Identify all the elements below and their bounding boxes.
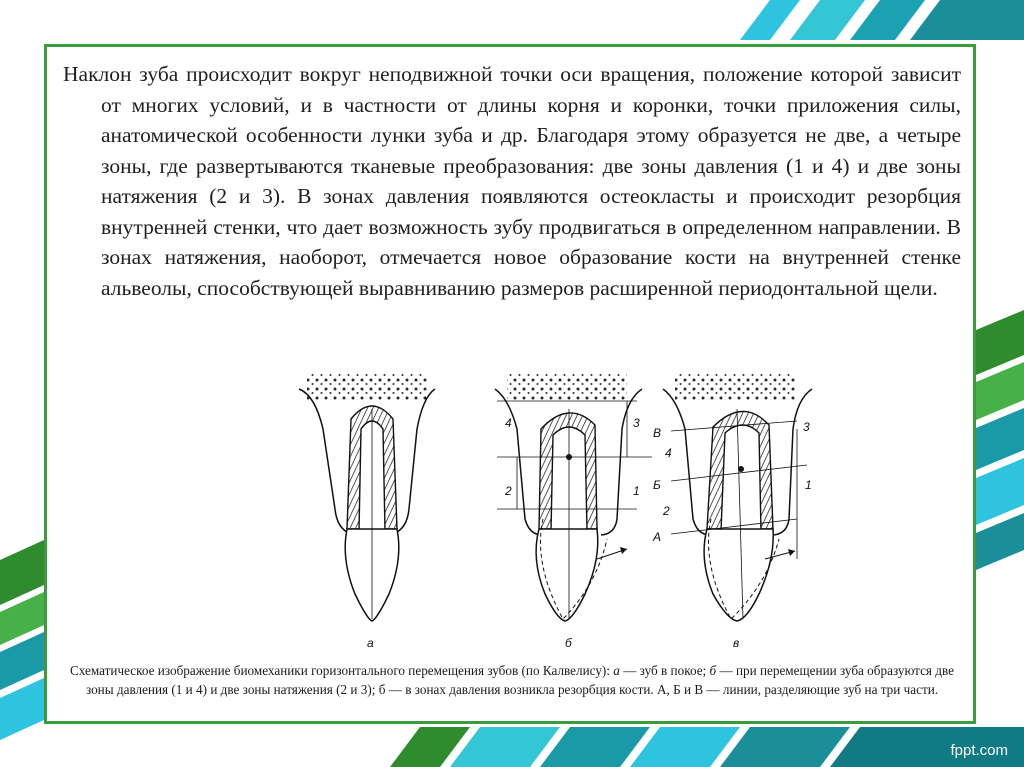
caption-text-1: Схематическое изображение биомеханики горизонтального перемещения зубов (по Калвелису): <box>69 663 614 678</box>
panel-label-c: в <box>733 636 740 650</box>
zone-label-c-V: В <box>653 426 662 440</box>
figure-caption <box>67 661 957 699</box>
zone-label-b-3: 3 <box>633 416 640 430</box>
caption-letter-b: б <box>709 663 717 678</box>
zone-label-c-2: 2 <box>663 504 670 518</box>
panel-c-bone-resorption <box>652 373 812 650</box>
panel-label-b: б <box>565 636 572 650</box>
panel-a-tooth-at-rest <box>299 373 435 650</box>
caption-text-3: — при перемещении зуба образуются две зоны давления (1 и 4) и две зоны натяжения (2 и 3); б — в зонах давления возникла резорбция кости. А, Б и В — линии, разделяющие зуб на три части. <box>85 663 954 697</box>
brand-footer: fppt.com <box>950 742 1008 759</box>
zone-label-c-4: 4 <box>665 446 672 460</box>
content-card <box>44 44 976 724</box>
zone-label-b-2: 2 <box>505 484 512 498</box>
zone-label-c-A: А <box>653 530 662 544</box>
zone-label-c-1: 1 <box>805 478 812 492</box>
zone-label-b-4: 4 <box>505 416 512 430</box>
panel-label-a: а <box>367 636 374 650</box>
zone-label-c-B: Б <box>653 478 661 492</box>
panel-b-tooth-tilted <box>495 373 652 650</box>
tooth-biomechanics-figure <box>297 369 817 659</box>
zone-label-b-1: 1 <box>633 484 640 498</box>
main-paragraph: Наклон зуба происходит вокруг неподвижной точки оси вращения, положение которой зависит от многих условий, и в частности от длины корня и коронки, точки приложения силы, анатомической особенности лунки зуба и др. Благодаря этому образуется не две, а четыре зоны, где развертываются тканевые преобразования: две зоны давления (1 и 4) и две зоны натяжения (2 и 3). В зонах давления появляются остеокласты и происходит резорбция внутренней стенки, что дает возможность зубу продвигаться в определенном направлении. В зонах натяжения, наоборот, отмечается новое образование кости на внутренней стенке альвеолы, способствующей выравниванию размеров расширенной периодонтальной щели. <box>63 62 961 300</box>
zone-label-c-3: 3 <box>803 420 810 434</box>
caption-letter-a: а <box>613 663 620 678</box>
caption-text-2: — зуб в покое; <box>619 663 710 678</box>
